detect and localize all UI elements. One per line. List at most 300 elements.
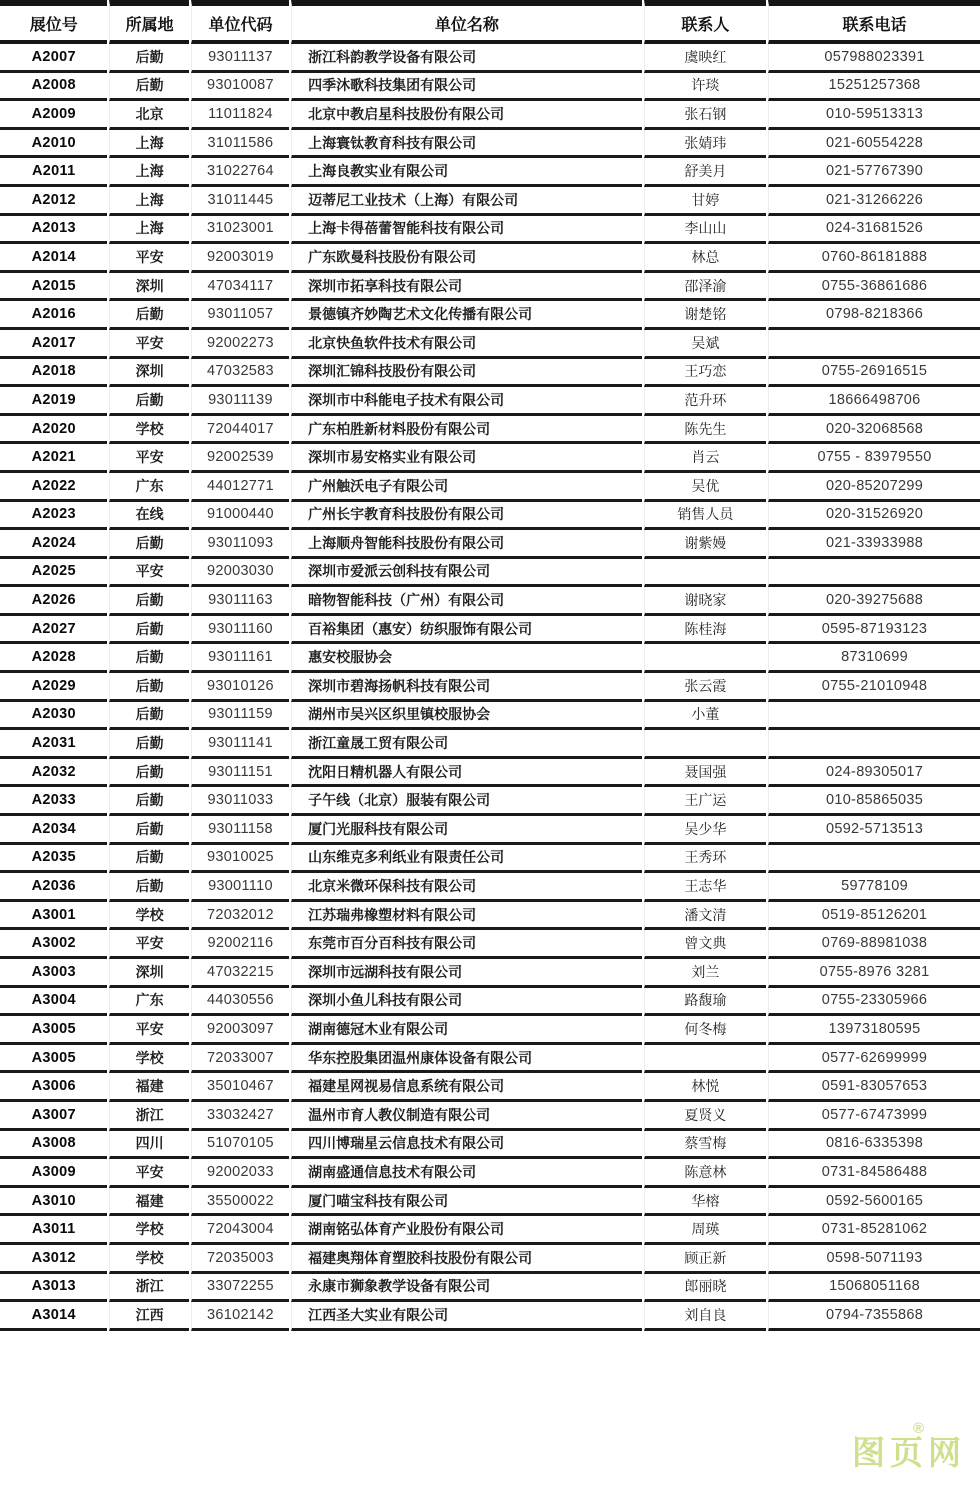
company-name-cell: 北京米微环保科技有限公司 <box>291 873 641 902</box>
column-header-region: 所属地 <box>109 0 188 44</box>
company-name-cell: 景德镇齐妙陶艺术文化传播有限公司 <box>291 301 641 330</box>
column-header-code: 单位代码 <box>191 0 289 44</box>
region-cell: 学校 <box>109 1245 188 1274</box>
contact-phone-cell: 87310699 <box>768 644 980 673</box>
unit-code-cell: 91000440 <box>191 502 289 531</box>
company-name-cell: 湖州市吴兴区织里镇校服协会 <box>291 702 641 731</box>
contact-person-cell: 刘自良 <box>644 1302 767 1331</box>
contact-phone-cell: 024-31681526 <box>768 216 980 245</box>
contact-person-cell: 谢紫嫚 <box>644 530 767 559</box>
company-name-cell: 广东欧曼科技股份有限公司 <box>291 244 641 273</box>
contact-person-cell: 谢楚铭 <box>644 301 767 330</box>
company-name-cell: 深圳市易安格实业有限公司 <box>291 444 641 473</box>
unit-code-cell: 92003097 <box>191 1016 289 1045</box>
company-name-cell: 四季沐歌科技集团有限公司 <box>291 73 641 102</box>
booth-number-cell: A2011 <box>0 158 107 187</box>
contact-person-cell: 路馥瑜 <box>644 988 767 1017</box>
contact-phone-cell: 010-59513313 <box>768 101 980 130</box>
contact-phone-cell: 0598-5071193 <box>768 1245 980 1274</box>
booth-number-cell: A3001 <box>0 902 107 931</box>
contact-person-cell: 许琰 <box>644 73 767 102</box>
unit-code-cell: 92003030 <box>191 559 289 588</box>
company-name-cell: 华东控股集团温州康体设备有限公司 <box>291 1045 641 1074</box>
unit-code-cell: 93011158 <box>191 816 289 845</box>
unit-code-cell: 47032215 <box>191 959 289 988</box>
company-name-cell: 福建奥翔体育塑胶科技股份有限公司 <box>291 1245 641 1274</box>
contact-person-cell: 陈桂海 <box>644 616 767 645</box>
company-name-cell: 江苏瑞弗橡塑材料有限公司 <box>291 902 641 931</box>
table-row <box>0 216 980 245</box>
table-row <box>0 1073 980 1102</box>
region-cell: 上海 <box>109 158 188 187</box>
contact-phone-cell: 0755-21010948 <box>768 673 980 702</box>
booth-number-cell: A2034 <box>0 816 107 845</box>
contact-person-cell: 顾正新 <box>644 1245 767 1274</box>
company-name-cell: 广东柏胜新材料股份有限公司 <box>291 416 641 445</box>
contact-person-cell: 林总 <box>644 244 767 273</box>
company-name-cell: 子午线（北京）服装有限公司 <box>291 787 641 816</box>
table-row <box>0 1045 980 1074</box>
unit-code-cell: 92002273 <box>191 330 289 359</box>
company-name-cell: 江西圣大实业有限公司 <box>291 1302 641 1331</box>
region-cell: 后勤 <box>109 730 188 759</box>
company-name-cell: 百裕集团（惠安）纺织服饰有限公司 <box>291 616 641 645</box>
table-row <box>0 930 980 959</box>
booth-number-cell: A3010 <box>0 1188 107 1217</box>
region-cell: 北京 <box>109 101 188 130</box>
table-row <box>0 902 980 931</box>
watermark: 图页网 <box>852 1434 966 1471</box>
contact-phone-cell: 0755-26916515 <box>768 359 980 388</box>
company-name-cell: 深圳市中科能电子技术有限公司 <box>291 387 641 416</box>
booth-number-cell: A2021 <box>0 444 107 473</box>
region-cell: 浙江 <box>109 1102 188 1131</box>
contact-phone-cell: 010-85865035 <box>768 787 980 816</box>
table-row <box>0 101 980 130</box>
company-name-cell: 深圳市碧海扬帆科技有限公司 <box>291 673 641 702</box>
contact-phone-cell: 0816-6335398 <box>768 1131 980 1160</box>
unit-code-cell: 93011033 <box>191 787 289 816</box>
company-name-cell: 暗物智能科技（广州）有限公司 <box>291 587 641 616</box>
table-row <box>0 530 980 559</box>
booth-number-cell: A2027 <box>0 616 107 645</box>
booth-number-cell: A2025 <box>0 559 107 588</box>
contact-person-cell: 肖云 <box>644 444 767 473</box>
region-cell: 后勤 <box>109 73 188 102</box>
unit-code-cell: 92002539 <box>191 444 289 473</box>
contact-phone-cell: 0577-62699999 <box>768 1045 980 1074</box>
contact-person-cell: 华榕 <box>644 1188 767 1217</box>
region-cell: 后勤 <box>109 616 188 645</box>
unit-code-cell: 93011151 <box>191 759 289 788</box>
region-cell: 平安 <box>109 559 188 588</box>
table-row <box>0 359 980 388</box>
contact-phone-cell <box>768 702 980 731</box>
booth-number-cell: A3002 <box>0 930 107 959</box>
table-row <box>0 959 980 988</box>
contact-person-cell: 曾文典 <box>644 930 767 959</box>
table-row <box>0 559 980 588</box>
table-row <box>0 502 980 531</box>
booth-number-cell: A3009 <box>0 1159 107 1188</box>
region-cell: 后勤 <box>109 845 188 874</box>
region-cell: 后勤 <box>109 759 188 788</box>
company-name-cell: 上海良教实业有限公司 <box>291 158 641 187</box>
table-row <box>0 988 980 1017</box>
booth-number-cell: A2017 <box>0 330 107 359</box>
booth-number-cell: A2029 <box>0 673 107 702</box>
unit-code-cell: 92002116 <box>191 930 289 959</box>
booth-number-cell: A2019 <box>0 387 107 416</box>
unit-code-cell: 44030556 <box>191 988 289 1017</box>
unit-code-cell: 93011057 <box>191 301 289 330</box>
table-row <box>0 673 980 702</box>
contact-person-cell <box>644 730 767 759</box>
contact-person-cell: 吴少华 <box>644 816 767 845</box>
contact-phone-cell: 021-57767390 <box>768 158 980 187</box>
booth-number-cell: A3014 <box>0 1302 107 1331</box>
region-cell: 江西 <box>109 1302 188 1331</box>
unit-code-cell: 33032427 <box>191 1102 289 1131</box>
booth-number-cell: A2030 <box>0 702 107 731</box>
region-cell: 后勤 <box>109 816 188 845</box>
contact-person-cell: 潘文清 <box>644 902 767 931</box>
contact-person-cell: 夏贤义 <box>644 1102 767 1131</box>
contact-person-cell: 王秀环 <box>644 845 767 874</box>
unit-code-cell: 36102142 <box>191 1302 289 1331</box>
table-row <box>0 816 980 845</box>
contact-person-cell: 销售人员 <box>644 502 767 531</box>
table-row <box>0 330 980 359</box>
contact-person-cell: 吴斌 <box>644 330 767 359</box>
table-row <box>0 444 980 473</box>
unit-code-cell: 92003019 <box>191 244 289 273</box>
region-cell: 平安 <box>109 244 188 273</box>
contact-phone-cell: 18666498706 <box>768 387 980 416</box>
region-cell: 广东 <box>109 473 188 502</box>
region-cell: 学校 <box>109 902 188 931</box>
contact-phone-cell: 057988023391 <box>768 44 980 73</box>
region-cell: 深圳 <box>109 359 188 388</box>
booth-number-cell: A2020 <box>0 416 107 445</box>
company-name-cell: 温州市育人教仪制造有限公司 <box>291 1102 641 1131</box>
contact-phone-cell <box>768 330 980 359</box>
contact-phone-cell <box>768 730 980 759</box>
region-cell: 学校 <box>109 1216 188 1245</box>
contact-person-cell: 蔡雪梅 <box>644 1131 767 1160</box>
table-row <box>0 759 980 788</box>
booth-number-cell: A2007 <box>0 44 107 73</box>
booth-number-cell: A2015 <box>0 273 107 302</box>
contact-person-cell: 林悦 <box>644 1073 767 1102</box>
region-cell: 在线 <box>109 502 188 531</box>
contact-phone-cell: 0798-8218366 <box>768 301 980 330</box>
contact-person-cell: 郎丽晓 <box>644 1274 767 1303</box>
region-cell: 后勤 <box>109 702 188 731</box>
company-name-cell: 厦门喵宝科技有限公司 <box>291 1188 641 1217</box>
region-cell: 后勤 <box>109 301 188 330</box>
unit-code-cell: 93011093 <box>191 530 289 559</box>
table-row <box>0 1016 980 1045</box>
region-cell: 广东 <box>109 988 188 1017</box>
region-cell: 后勤 <box>109 673 188 702</box>
booth-number-cell: A2031 <box>0 730 107 759</box>
unit-code-cell: 93011160 <box>191 616 289 645</box>
watermark-registered-icon: ® <box>913 1420 925 1437</box>
company-name-cell: 北京中教启星科技股份有限公司 <box>291 101 641 130</box>
table-row <box>0 873 980 902</box>
contact-person-cell: 张云霞 <box>644 673 767 702</box>
contact-person-cell <box>644 1045 767 1074</box>
table-row <box>0 1302 980 1331</box>
unit-code-cell: 72032012 <box>191 902 289 931</box>
region-cell: 浙江 <box>109 1274 188 1303</box>
contact-person-cell: 小董 <box>644 702 767 731</box>
table-row <box>0 1159 980 1188</box>
contact-person-cell: 甘婷 <box>644 187 767 216</box>
unit-code-cell: 93010126 <box>191 673 289 702</box>
table-row <box>0 1216 980 1245</box>
contact-person-cell: 王巧恋 <box>644 359 767 388</box>
table-row <box>0 587 980 616</box>
column-header-booth: 展位号 <box>0 0 107 44</box>
table-row <box>0 187 980 216</box>
company-name-cell: 沈阳日精机器人有限公司 <box>291 759 641 788</box>
company-name-cell: 深圳市拓享科技有限公司 <box>291 273 641 302</box>
contact-phone-cell: 0731-84586488 <box>768 1159 980 1188</box>
contact-person-cell <box>644 559 767 588</box>
contact-person-cell: 陈意林 <box>644 1159 767 1188</box>
table-row <box>0 644 980 673</box>
region-cell: 上海 <box>109 130 188 159</box>
unit-code-cell: 44012771 <box>191 473 289 502</box>
contact-person-cell <box>644 644 767 673</box>
company-name-cell: 湖南德冠木业有限公司 <box>291 1016 641 1045</box>
booth-number-cell: A2026 <box>0 587 107 616</box>
contact-phone-cell: 0592-5713513 <box>768 816 980 845</box>
booth-number-cell: A3005 <box>0 1045 107 1074</box>
table-row <box>0 1245 980 1274</box>
contact-person-cell: 周瑛 <box>644 1216 767 1245</box>
booth-number-cell: A2024 <box>0 530 107 559</box>
booth-number-cell: A3005 <box>0 1016 107 1045</box>
region-cell: 后勤 <box>109 787 188 816</box>
unit-code-cell: 93011159 <box>191 702 289 731</box>
contact-phone-cell: 020-85207299 <box>768 473 980 502</box>
table-row <box>0 301 980 330</box>
contact-phone-cell: 020-39275688 <box>768 587 980 616</box>
company-name-cell: 广州触沃电子有限公司 <box>291 473 641 502</box>
contact-phone-cell: 0794-7355868 <box>768 1302 980 1331</box>
company-name-cell: 厦门光服科技有限公司 <box>291 816 641 845</box>
contact-phone-cell: 0755-23305966 <box>768 988 980 1017</box>
region-cell: 平安 <box>109 444 188 473</box>
region-cell: 后勤 <box>109 587 188 616</box>
table-body <box>0 44 980 1331</box>
company-name-cell: 深圳市远湖科技有限公司 <box>291 959 641 988</box>
booth-number-cell: A3004 <box>0 988 107 1017</box>
contact-phone-cell: 15068051168 <box>768 1274 980 1303</box>
booth-number-cell: A2035 <box>0 845 107 874</box>
region-cell: 深圳 <box>109 959 188 988</box>
table-row <box>0 473 980 502</box>
contact-person-cell: 刘兰 <box>644 959 767 988</box>
unit-code-cell: 93011161 <box>191 644 289 673</box>
region-cell: 后勤 <box>109 387 188 416</box>
unit-code-cell: 72044017 <box>191 416 289 445</box>
booth-number-cell: A2009 <box>0 101 107 130</box>
table-row <box>0 1188 980 1217</box>
booth-number-cell: A2012 <box>0 187 107 216</box>
region-cell: 后勤 <box>109 44 188 73</box>
contact-phone-cell: 0755-36861686 <box>768 273 980 302</box>
region-cell: 后勤 <box>109 644 188 673</box>
unit-code-cell: 31011586 <box>191 130 289 159</box>
booth-number-cell: A2022 <box>0 473 107 502</box>
region-cell: 学校 <box>109 1045 188 1074</box>
contact-phone-cell: 0755 - 83979550 <box>768 444 980 473</box>
region-cell: 学校 <box>109 416 188 445</box>
region-cell: 上海 <box>109 216 188 245</box>
company-name-cell: 四川博瑞星云信息技术有限公司 <box>291 1131 641 1160</box>
booth-number-cell: A2018 <box>0 359 107 388</box>
unit-code-cell: 93011137 <box>191 44 289 73</box>
contact-phone-cell: 0591-83057653 <box>768 1073 980 1102</box>
contact-person-cell: 张婧玮 <box>644 130 767 159</box>
contact-phone-cell: 0760-86181888 <box>768 244 980 273</box>
company-name-cell: 上海顺舟智能科技股份有限公司 <box>291 530 641 559</box>
unit-code-cell: 93010025 <box>191 845 289 874</box>
contact-person-cell: 舒美月 <box>644 158 767 187</box>
region-cell: 平安 <box>109 930 188 959</box>
booth-number-cell: A2023 <box>0 502 107 531</box>
company-name-cell: 惠安校服协会 <box>291 644 641 673</box>
unit-code-cell: 93011139 <box>191 387 289 416</box>
contact-phone-cell: 13973180595 <box>768 1016 980 1045</box>
contact-phone-cell: 0577-67473999 <box>768 1102 980 1131</box>
company-name-cell: 山东维克多利纸业有限责任公司 <box>291 845 641 874</box>
unit-code-cell: 72043004 <box>191 1216 289 1245</box>
table-row <box>0 730 980 759</box>
booth-number-cell: A2036 <box>0 873 107 902</box>
table-row <box>0 44 980 73</box>
company-name-cell: 永康市狮象教学设备有限公司 <box>291 1274 641 1303</box>
booth-number-cell: A3007 <box>0 1102 107 1131</box>
company-name-cell: 上海卡得蓓蕾智能科技有限公司 <box>291 216 641 245</box>
booth-number-cell: A2032 <box>0 759 107 788</box>
region-cell: 平安 <box>109 1159 188 1188</box>
company-name-cell: 浙江科韵教学设备有限公司 <box>291 44 641 73</box>
booth-number-cell: A3013 <box>0 1274 107 1303</box>
contact-phone-cell: 020-31526920 <box>768 502 980 531</box>
column-header-contact: 联系人 <box>644 0 767 44</box>
region-cell: 平安 <box>109 1016 188 1045</box>
table-row <box>0 416 980 445</box>
contact-person-cell: 王广运 <box>644 787 767 816</box>
contact-phone-cell: 0731-85281062 <box>768 1216 980 1245</box>
unit-code-cell: 72035003 <box>191 1245 289 1274</box>
column-header-name: 单位名称 <box>291 0 641 44</box>
contact-phone-cell: 0755-8976 3281 <box>768 959 980 988</box>
contact-person-cell: 王志华 <box>644 873 767 902</box>
table-row <box>0 845 980 874</box>
company-name-cell: 广州长宇教育科技股份有限公司 <box>291 502 641 531</box>
contact-phone-cell: 020-32068568 <box>768 416 980 445</box>
company-name-cell: 迈蒂尼工业技术（上海）有限公司 <box>291 187 641 216</box>
unit-code-cell: 11011824 <box>191 101 289 130</box>
booth-number-cell: A2008 <box>0 73 107 102</box>
contact-person-cell: 谢晓家 <box>644 587 767 616</box>
table-row <box>0 702 980 731</box>
contact-phone-cell <box>768 845 980 874</box>
company-name-cell: 浙江童晟工贸有限公司 <box>291 730 641 759</box>
unit-code-cell: 93010087 <box>191 73 289 102</box>
company-name-cell: 深圳汇锦科技股份有限公司 <box>291 359 641 388</box>
table-row <box>0 130 980 159</box>
contact-phone-cell: 021-31266226 <box>768 187 980 216</box>
contact-person-cell: 虞映红 <box>644 44 767 73</box>
unit-code-cell: 93001110 <box>191 873 289 902</box>
booth-number-cell: A3003 <box>0 959 107 988</box>
table-row <box>0 158 980 187</box>
contact-person-cell: 何冬梅 <box>644 1016 767 1045</box>
booth-number-cell: A2010 <box>0 130 107 159</box>
booth-number-cell: A3011 <box>0 1216 107 1245</box>
company-name-cell: 深圳市爱派云创科技有限公司 <box>291 559 641 588</box>
company-name-cell: 福建星网视易信息系统有限公司 <box>291 1073 641 1102</box>
contact-phone-cell: 024-89305017 <box>768 759 980 788</box>
region-cell: 福建 <box>109 1188 188 1217</box>
unit-code-cell: 51070105 <box>191 1131 289 1160</box>
table-header <box>0 0 980 44</box>
unit-code-cell: 72033007 <box>191 1045 289 1074</box>
contact-person-cell: 陈先生 <box>644 416 767 445</box>
booth-number-cell: A2016 <box>0 301 107 330</box>
company-name-cell: 上海寰钛教育科技有限公司 <box>291 130 641 159</box>
contact-phone-cell: 0769-88981038 <box>768 930 980 959</box>
unit-code-cell: 35010467 <box>191 1073 289 1102</box>
contact-phone-cell: 0592-5600165 <box>768 1188 980 1217</box>
table-row <box>0 387 980 416</box>
header-row <box>0 0 980 44</box>
booth-number-cell: A3012 <box>0 1245 107 1274</box>
contact-phone-cell: 021-33933988 <box>768 530 980 559</box>
table-row <box>0 73 980 102</box>
contact-person-cell: 吴优 <box>644 473 767 502</box>
company-name-cell: 深圳小鱼儿科技有限公司 <box>291 988 641 1017</box>
booth-number-cell: A2014 <box>0 244 107 273</box>
contact-phone-cell: 15251257368 <box>768 73 980 102</box>
company-name-cell: 湖南盛通信息技术有限公司 <box>291 1159 641 1188</box>
region-cell: 四川 <box>109 1131 188 1160</box>
company-name-cell: 北京快鱼软件技术有限公司 <box>291 330 641 359</box>
contact-person-cell: 张石钢 <box>644 101 767 130</box>
unit-code-cell: 93011141 <box>191 730 289 759</box>
booth-number-cell: A2013 <box>0 216 107 245</box>
contact-phone-cell: 021-60554228 <box>768 130 980 159</box>
booth-number-cell: A2033 <box>0 787 107 816</box>
column-header-phone: 联系电话 <box>768 0 980 44</box>
contact-person-cell: 聂国强 <box>644 759 767 788</box>
region-cell: 上海 <box>109 187 188 216</box>
region-cell: 后勤 <box>109 873 188 902</box>
booth-number-cell: A2028 <box>0 644 107 673</box>
table-row <box>0 1102 980 1131</box>
unit-code-cell: 93011163 <box>191 587 289 616</box>
table-row <box>0 1131 980 1160</box>
region-cell: 后勤 <box>109 530 188 559</box>
contact-phone-cell <box>768 559 980 588</box>
